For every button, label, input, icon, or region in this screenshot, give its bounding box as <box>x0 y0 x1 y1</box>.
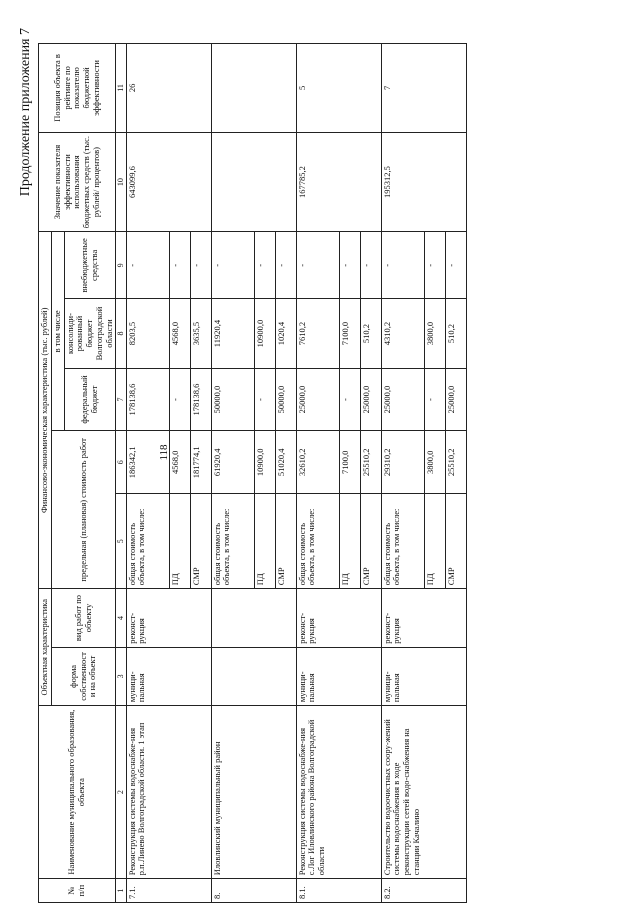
consolidated-value-cell: 3635,5 <box>190 299 211 368</box>
row-number-cell: 8.1. <box>296 879 381 903</box>
extra-value-cell: - <box>381 232 424 299</box>
worktype-cell: реконст-рукция <box>381 589 466 647</box>
column-number: 1 <box>116 879 126 903</box>
federal-value-cell: - <box>169 368 190 431</box>
federal-value-cell: 50000,0 <box>275 368 296 431</box>
consolidated-value-cell: 11920,4 <box>211 299 254 368</box>
column-number: 2 <box>116 706 126 879</box>
cost-label-cell: общая стоимость объекта, в том числе: <box>381 494 424 589</box>
federal-value-cell: 25000,0 <box>381 368 424 431</box>
cost-label-cell: ПД <box>424 494 445 589</box>
cost-label-cell: ПД <box>339 494 360 589</box>
efficiency-cell: 167785,2 <box>296 132 381 232</box>
cost-label-cell: общая стоимость объекта, в том числе: <box>296 494 339 589</box>
federal-value-cell: - <box>424 368 445 431</box>
efficiency-cell <box>211 132 296 232</box>
position-cell: 26 <box>126 44 211 133</box>
federal-value-cell: 50000,0 <box>211 368 254 431</box>
header-objective: Объектная характеристика <box>39 589 52 706</box>
header-no: № п/п <box>39 879 116 903</box>
extra-value-cell: - <box>169 232 190 299</box>
federal-value-cell: - <box>339 368 360 431</box>
limit-value-cell: 25510,2 <box>445 431 466 494</box>
limit-value-cell: 51020,4 <box>275 431 296 494</box>
ownership-cell <box>211 647 296 705</box>
column-number: 7 <box>116 368 126 431</box>
extra-value-cell: - <box>445 232 466 299</box>
column-number: 4 <box>116 589 126 647</box>
extra-value-cell: - <box>254 232 275 299</box>
header-efficiency: Значение показателя эффективности использования бюджетных средств (тыс. рублей/ процентов) <box>39 132 116 232</box>
object-name-cell: Реконструкция системы водоснабже-ния р.п.Линево Волгоградской области. 1 этап <box>126 706 211 879</box>
limit-value-cell: 7100,0 <box>339 431 360 494</box>
consolidated-value-cell: 7100,0 <box>339 299 360 368</box>
cost-label-cell: ПД <box>169 494 190 589</box>
object-name-cell: Реконструкция системы водоснабже-ния с.Лог Иловлинского района Волгоградской области <box>296 706 381 879</box>
limit-value-cell: 181774,1 <box>190 431 211 494</box>
cost-label-cell: общая стоимость объекта, в том числе: <box>126 494 169 589</box>
consolidated-value-cell: 4310,2 <box>381 299 424 368</box>
limit-value-cell: 29310,2 <box>381 431 424 494</box>
consolidated-value-cell: 1020,4 <box>275 299 296 368</box>
table-header <box>39 44 127 903</box>
position-cell <box>211 44 296 133</box>
limit-value-cell: 25510,2 <box>360 431 381 494</box>
row-number-cell: 8. <box>211 879 296 903</box>
table-row <box>211 44 254 903</box>
worktype-cell: реконст-рукция <box>126 589 211 647</box>
cost-label-cell: СМР <box>190 494 211 589</box>
header-consolidated: консолиди-рованный бюджет Волгоградской области <box>64 299 116 368</box>
extra-value-cell: - <box>126 232 169 299</box>
worktype-cell: реконст-рукция <box>296 589 381 647</box>
consolidated-value-cell: 4568,0 <box>169 299 190 368</box>
federal-value-cell: 178138,6 <box>190 368 211 431</box>
header-finance: Финансово-экономическая характеристика (тыс. рублей) <box>39 232 52 589</box>
cost-label-cell: СМР <box>275 494 296 589</box>
federal-value-cell: 25000,0 <box>296 368 339 431</box>
header-federal: федеральный бюджет <box>64 368 116 431</box>
row-number-cell: 7.1. <box>126 879 211 903</box>
consolidated-value-cell: 7610,2 <box>296 299 339 368</box>
header-ownership: форма собственности на объект <box>51 647 116 705</box>
extra-value-cell: - <box>360 232 381 299</box>
row-number-cell: 8.2. <box>381 879 466 903</box>
table-row <box>296 44 339 903</box>
extra-value-cell: - <box>211 232 254 299</box>
extra-value-cell: - <box>296 232 339 299</box>
limit-value-cell: 32610,2 <box>296 431 339 494</box>
ownership-cell: муници-пальная <box>381 647 466 705</box>
efficiency-cell: 195312,5 <box>381 132 466 232</box>
header-name: Наименование муниципального образования, объекта <box>39 706 116 879</box>
table-row <box>126 44 169 903</box>
federal-value-cell: - <box>254 368 275 431</box>
limit-value-cell: 4568,0 <box>169 431 190 494</box>
table-body <box>126 44 466 903</box>
column-number: 10 <box>116 132 126 232</box>
consolidated-value-cell: 8203,5 <box>126 299 169 368</box>
extra-value-cell: - <box>339 232 360 299</box>
header-limit: предельная (плановая) стоимость работ <box>51 431 116 589</box>
column-number: 5 <box>116 494 126 589</box>
cost-label-cell: СМР <box>360 494 381 589</box>
worktype-cell <box>211 589 296 647</box>
header-including: в том числе <box>51 232 64 431</box>
consolidated-value-cell: 3800,0 <box>424 299 445 368</box>
cost-label-cell: общая стоимость объекта, в том числе: <box>211 494 254 589</box>
table-row <box>381 44 424 903</box>
column-numbers-row <box>116 44 126 903</box>
column-number: 3 <box>116 647 126 705</box>
ownership-cell: муници-пальная <box>126 647 211 705</box>
position-cell: 7 <box>381 44 466 133</box>
extra-value-cell: - <box>275 232 296 299</box>
column-number: 8 <box>116 299 126 368</box>
efficiency-cell: 643099,6 <box>126 132 211 232</box>
consolidated-value-cell: 10900,0 <box>254 299 275 368</box>
federal-value-cell: 25000,0 <box>360 368 381 431</box>
header-extra: внебюджетные средства <box>64 232 116 299</box>
cost-label-cell: СМР <box>445 494 466 589</box>
investment-table <box>38 43 467 903</box>
extra-value-cell: - <box>190 232 211 299</box>
column-number: 11 <box>116 44 126 133</box>
federal-value-cell: 25000,0 <box>445 368 466 431</box>
limit-value-cell: 3800,0 <box>424 431 445 494</box>
position-cell: 5 <box>296 44 381 133</box>
consolidated-value-cell: 510,2 <box>445 299 466 368</box>
page-number: 118 <box>158 444 170 461</box>
column-number: 6 <box>116 431 126 494</box>
consolidated-value-cell: 510,2 <box>360 299 381 368</box>
column-number: 9 <box>116 232 126 299</box>
federal-value-cell: 178138,6 <box>126 368 169 431</box>
object-name-cell: Иловлинский муниципальный район <box>211 706 296 879</box>
limit-value-cell: 10900,0 <box>254 431 275 494</box>
object-name-cell: Строительство водоочистных соору-жений системы водоснабжения в ходе реконструкции сетей водо-снабжения на станции Качалино <box>381 706 466 879</box>
cost-label-cell: ПД <box>254 494 275 589</box>
continuation-heading: Продолжение приложения 7 <box>18 28 33 197</box>
ownership-cell: муници-пальная <box>296 647 381 705</box>
limit-value-cell: 61920,4 <box>211 431 254 494</box>
header-position: Позиция объекта в рейтинге по показателю бюджетной эффективности <box>39 44 116 133</box>
extra-value-cell: - <box>424 232 445 299</box>
header-worktype: вид работ по объекту <box>51 589 116 647</box>
limit-value-cell: 186342,1 <box>126 431 169 494</box>
